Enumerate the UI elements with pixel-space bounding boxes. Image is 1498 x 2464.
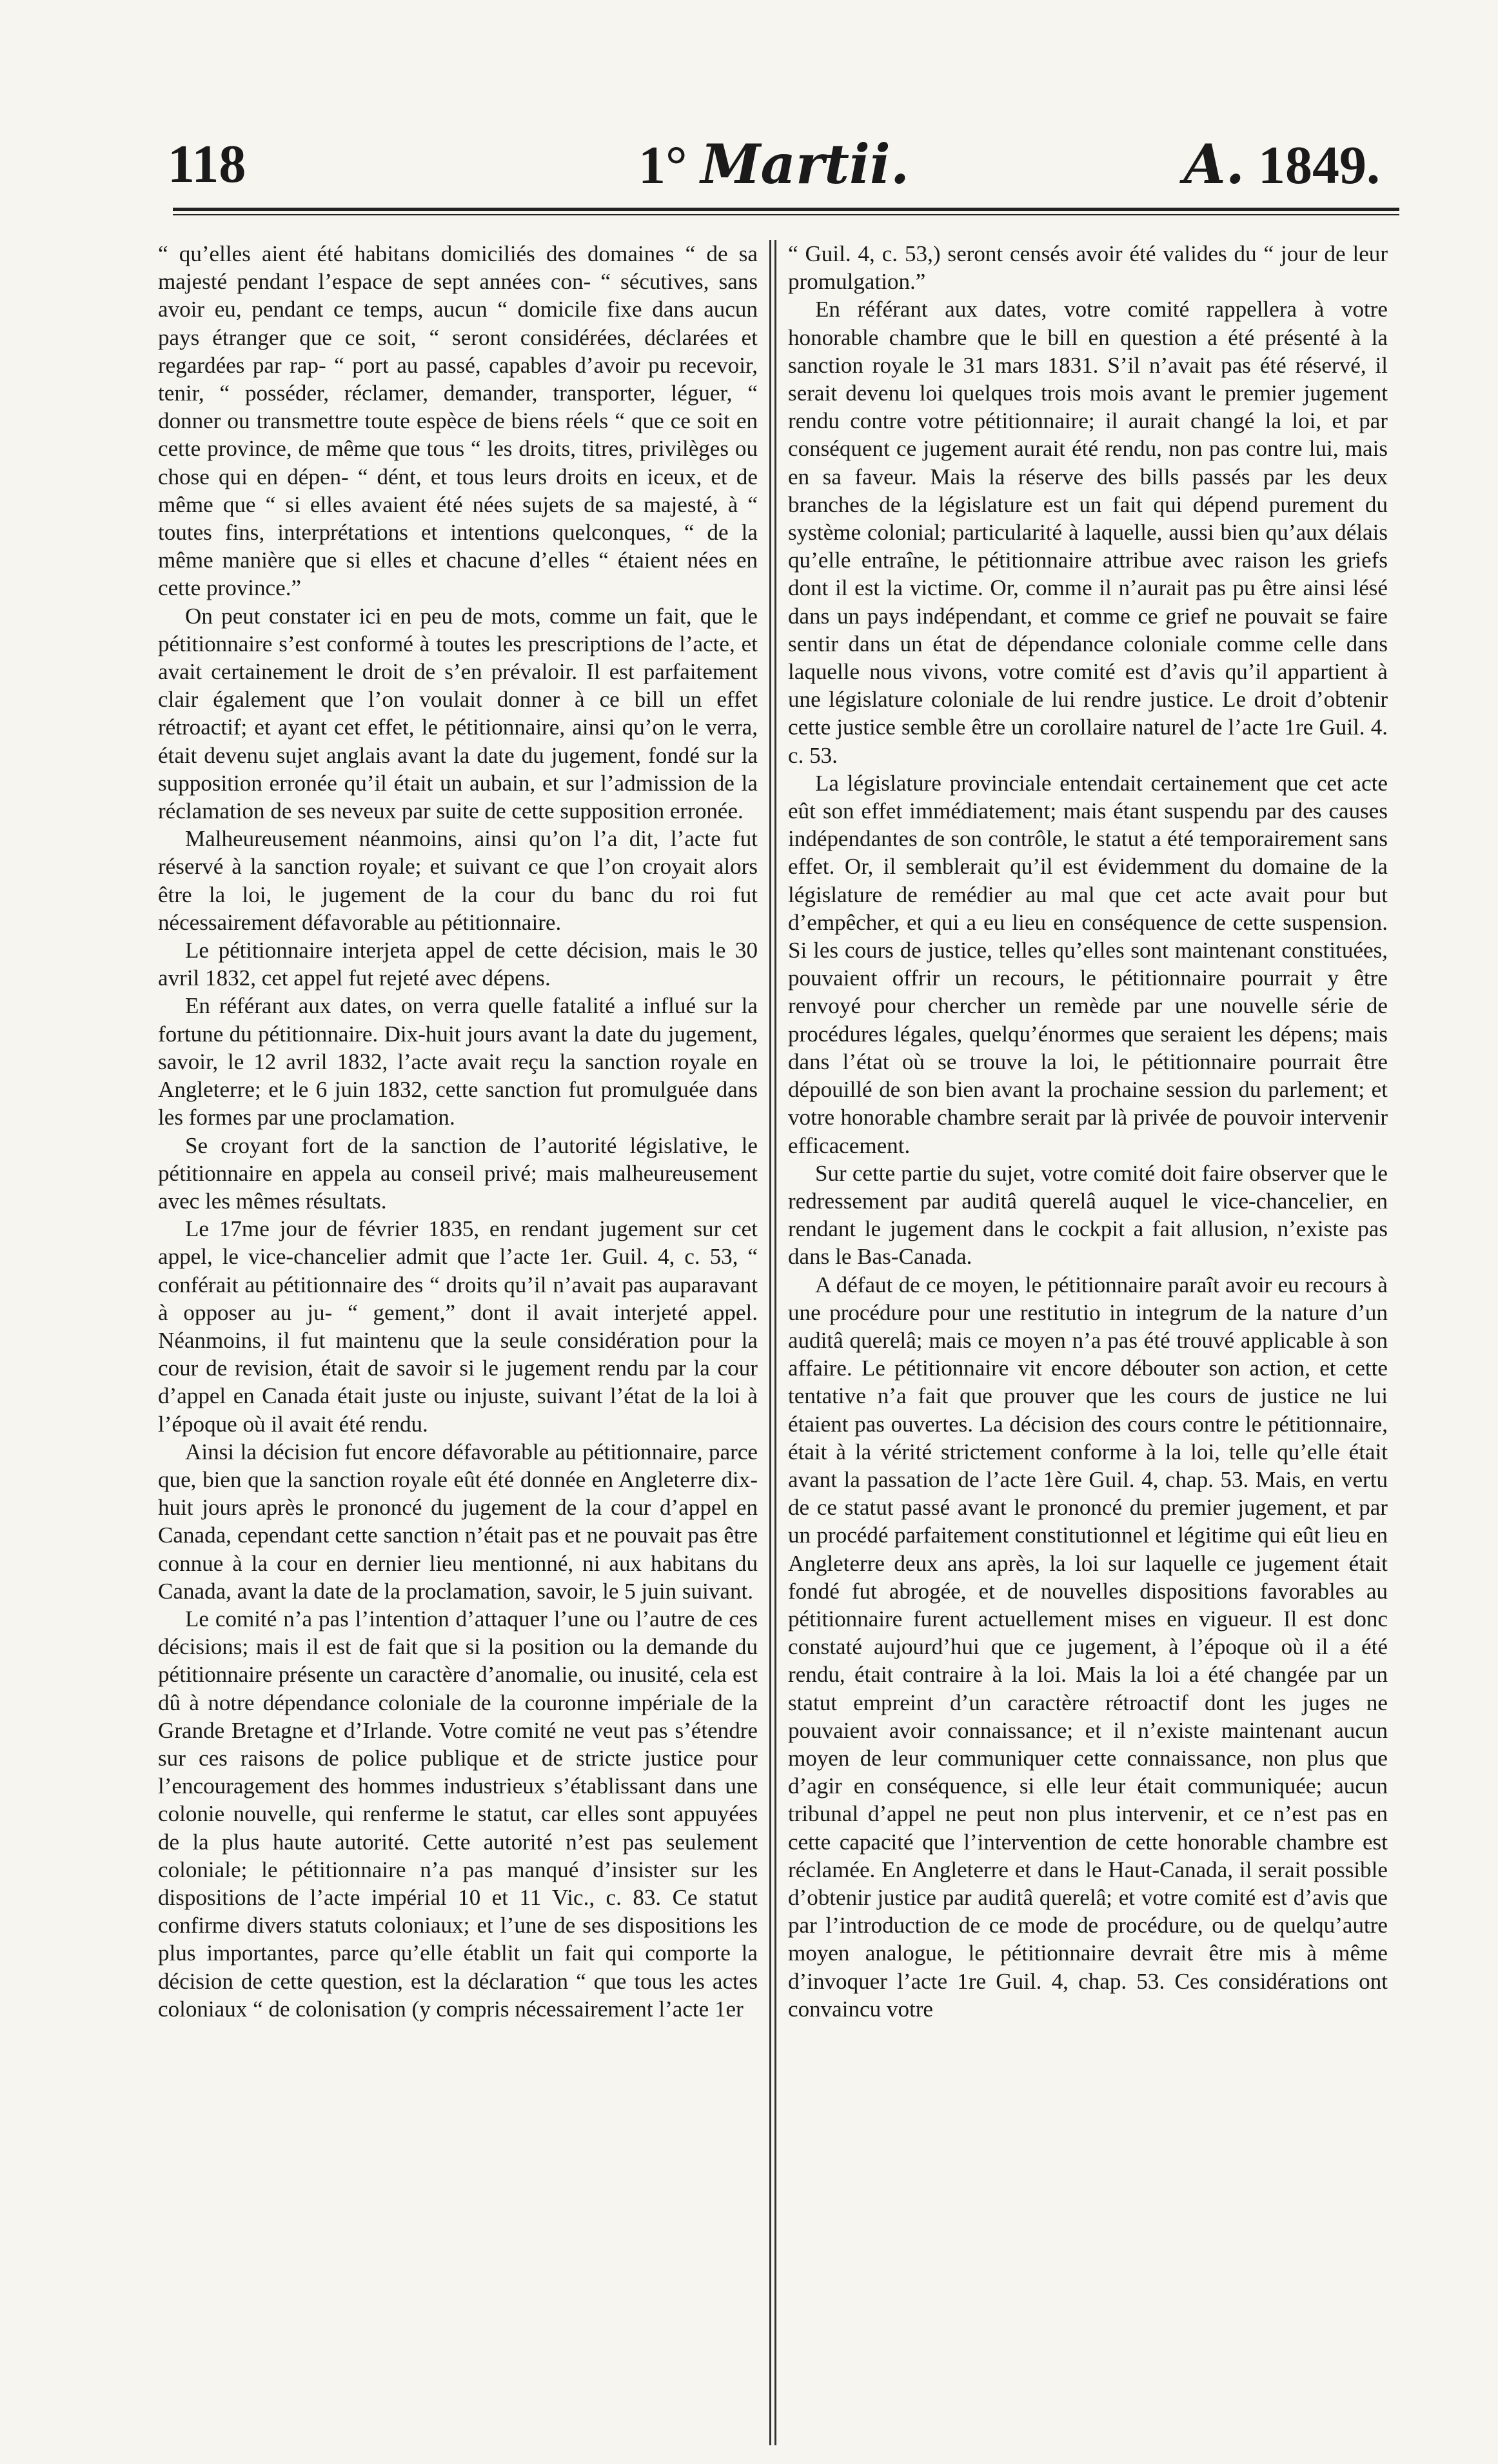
page-number: 118 <box>168 134 246 194</box>
year-prefix: A. <box>1183 132 1245 196</box>
running-year <box>1184 129 1380 201</box>
paragraph: Sur cette partie du sujet, votre comité doit faire observer que le redressement par auditâ querelâ auquel le vice-chancelier, en rendant le jugement dans le cockpit a fait allusion, n’existe pas dans le Bas-Canada. <box>788 1160 1388 1270</box>
year-value: 1849. <box>1258 135 1380 195</box>
paragraph: “ Guil. 4, c. 53,) seront censés avoir été valides du “ jour de leur promulgation.” <box>788 241 1388 295</box>
paragraph: A défaut de ce moyen, le pétitionnaire paraît avoir eu recours à une procédure pour une restitutio in integrum de la nature d’un auditâ querelâ; mais ce moyen n’a pas été trouvé applicable à son affaire. Le pétitionnaire vit encore débouter son action, et cette tentative n’a fait que prouver que les cours de justice ne lui étaient pas ouvertes. La décision des cours contre le pétitionnaire, était à la vérité strictement conforme à la loi, telle qu’elle était avant la passation de l’acte 1ère Guil. 4, chap. 53. Mais, en vertu de ce statut passé avant le prononcé du premier jugement, et par un procédé parfaitement constitutionnel et légitime qui eût lieu en Angleterre deux ans après, la loi sur laquelle ce jugement était fondé fut abrogée, et de nouvelles dispositions favorables au pétitionnaire furent actuellement mises en vigueur. Il est donc constaté aujourd’hui que ce jugement, à l’époque où il a été rendu, était contraire à la loi. Mais la loi a été changée par un statut empreint d’un caractère rétroactif dont les juges ne pouvaient avoir connaissance; et il n’existe maintenant aucun moyen de leur communiquer cette connaissance, non plus que d’agir en conséquence, si elle leur était communiquée; aucun tribunal d’appel ne peut non plus intervenir, et ce n’est pas en cette capacité que l’intervention de cette honorable chambre est réclamée. En Angleterre et dans le Haut-Canada, il serait possible d’obtenir justice par auditâ querelâ; et votre comité est d’avis que par l’introduction de ce mode de procédure, ou de quelqu’autre moyen analogue, le pétitionnaire devrait être mis à même d’invoquer l’acte 1re Guil. 4, chap. 53. Ces considérations ont convaincu votre <box>788 1272 1388 2022</box>
paragraph: La législature provinciale entendait certainement que cet acte eût son effet immédiatement; mais étant suspendu par des causes indépendantes de son contrôle, le statut a été temporairement sans effet. Or, il semblerait qu’il est évidemment du domaine de la législature de remédier au mal que cet acte avait pour but d’empêcher, et qui a eu lieu en conséquence de cette suspension. Si les cours de justice, telles qu’elles sont maintenant constituées, pouvaient offrir un recours, le pétitionnaire pourrait y être renvoyé pour chercher un remède par une nouvelle série de procédures légales, quelqu’énormes que seraient les dépens; mais dans l’état où se trouve la loi, le pétitionnaire pourrait être dépouillé de son bien avant la prochaine session du parlement; et votre honorable chambre serait par là privée de pouvoir intervenir efficacement. <box>788 770 1388 1158</box>
column-divider <box>769 240 771 2445</box>
paragraph: Malheureusement néanmoins, ainsi qu’on l’a dit, l’acte fut réservé à la sanction royale; et suivant ce que l’on croyait alors être la loi, le jugement de la cour du banc du roi fut nécessairement défavorable au pétitionnaire. <box>158 826 758 935</box>
paragraph: Le 17me jour de février 1835, en rendant jugement sur cet appel, le vice-chancelier admit que l’acte 1er. Guil. 4, c. 53, “ conférait au pétitionnaire des “ droits qu’il n’avait pas auparavant à opposer au ju- “ gement,” dont il avait interjeté appel. Néanmoins, il fut maintenu que la seule considération pour la cour de revision, était de savoir si le jugement rendu par la cour d’appel en Canada était juste ou injuste, suivant l’état de la loi à l’époque où il avait été rendu. <box>158 1216 758 1437</box>
paragraph: En référant aux dates, on verra quelle fatalité a influé sur la fortune du pétitionnaire. Dix-huit jours avant la date du jugement, savoir, le 12 avril 1832, l’acte avait reçu la sanction royale en Angleterre; et le 6 juin 1832, cette sanction fut promulguée dans les formes par une proclamation. <box>158 993 758 1130</box>
paragraph: Le comité n’a pas l’intention d’attaquer l’une ou l’autre de ces décisions; mais il est de fait que si la position ou la demande du pétitionnaire présente un caractère d’anomalie, ou inusité, cela est dû à notre dépendance coloniale de la couronne impériale de la Grande Bretagne et d’Irlande. Votre comité ne veut pas s’étendre sur ces raisons de police publique et de stricte justice pour l’encouragement des hommes industrieux s’établissant dans une colonie nouvelle, qui renferme le statut, car elles sont appuyées de la plus haute autorité. Cette autorité n’est pas seulement coloniale; le pétitionnaire n’a pas manqué d’insister sur les dispositions de l’acte impérial 10 et 11 Vic., c. 83. Ce statut confirme divers statuts coloniaux; et l’une de ses dispositions les plus importantes, parce qu’elle établit un fait qui comporte la décision de cette question, est la déclaration “ que tous les actes coloniaux “ de colonisation (y compris nécessairement l’acte 1er <box>158 1606 758 2022</box>
paragraph: Le pétitionnaire interjeta appel de cette décision, mais le 30 avril 1832, cet appel fut rejeté avec dépens. <box>158 938 758 991</box>
running-date <box>638 129 909 201</box>
right-column <box>788 240 1388 2445</box>
paragraph: “ qu’elles aient été habitans domiciliés des domaines “ de sa majesté pendant l’espace de sept années con- “ sécutives, sans avoir eu, pendant ce temps, aucun “ domicile fixe dans aucun pays étranger que ce soit, “ seront considérées, déclarées et regardées par rap- “ port au passé, capables d’avoir pu recevoir, tenir, “ posséder, réclamer, demander, transporter, léguer, “ donner ou transmettre toute espèce de biens réels “ que ce soit en cette province, de même que tous “ les droits, titres, privilèges ou chose qui en dépen- “ dént, et tous leurs droits en iceux, et de même que “ si elles avaient été nées sujets de sa majesté, à “ toutes fins, interprétations et intentions quelconques, “ de la même manière que si elles et chacune d’elles “ étaient nées en cette province.” <box>158 241 758 601</box>
left-column <box>158 240 758 2445</box>
header-rule-thin <box>173 214 1399 215</box>
paragraph: En référant aux dates, votre comité rappellera à votre honorable chambre que le bill en question a été présenté à la sanction royale le 31 mars 1831. S’il n’avait pas été réservé, il serait devenu loi quelques trois mois avant le premier jugement rendu contre votre pétitionnaire; il aurait changé la loi, et par conséquent ce jugement aurait été rendu, non pas contre lui, mais en sa faveur. Mais la réserve des bills passés par les deux branches de la législature est un fait qui dépend purement du système colonial; particularité à laquelle, aussi bien qu’aux délais qu’elle entraîne, le pétitionnaire attribue avec raison les griefs dont il est la victime. Or, comme il n’aurait pas pu être ainsi lésé dans un pays indépendant, et comme ce grief ne pouvait se faire sentir dans un état de dépendance coloniale comme celle dans laquelle nous vivons, votre comité est d’avis qu’il appartient à une législature coloniale de lui rendre justice. Le droit d’obtenir cette justice semble être un corollaire naturel de l’acte 1re Guil. 4. c. 53. <box>788 297 1388 768</box>
paragraph: Se croyant fort de la sanction de l’autorité législative, le pétitionnaire en appela au conseil privé; mais malheureusement avec les mêmes résultats. <box>158 1132 758 1214</box>
paragraph: Ainsi la décision fut encore défavorable au pétitionnaire, parce que, bien que la sanction royale eût été donnée en Angleterre dix-huit jours après le prononcé du jugement de la cour d’appel en Canada, cependant cette sanction n’était pas et ne pouvait pas être connue à la cour en dernier lieu mentionné, ni aux habitans du Canada, avant la date de la proclamation, savoir, le 5 juin suivant. <box>158 1439 758 1604</box>
date-prefix: 1° <box>638 135 687 195</box>
date-month: Martii. <box>700 132 910 196</box>
column-divider <box>774 240 776 2445</box>
paragraph: On peut constater ici en peu de mots, comme un fait, que le pétitionnaire s’est conformé à toutes les prescriptions de l’acte, et avait certainement le droit de s’en prévaloir. Il est parfaitement clair également que l’on voulait donner à ce bill un effet rétroactif; et ayant cet effet, le pétitionnaire, ainsi qu’on le verra, était devenu sujet anglais avant la date du jugement, fondé sur la supposition erronée qu’il était un aubain, et sur l’admission de la réclamation de ses neveux par suite de cette supposition erronée. <box>158 603 758 824</box>
header-rule-thick <box>173 208 1399 211</box>
page-header <box>168 129 1380 200</box>
